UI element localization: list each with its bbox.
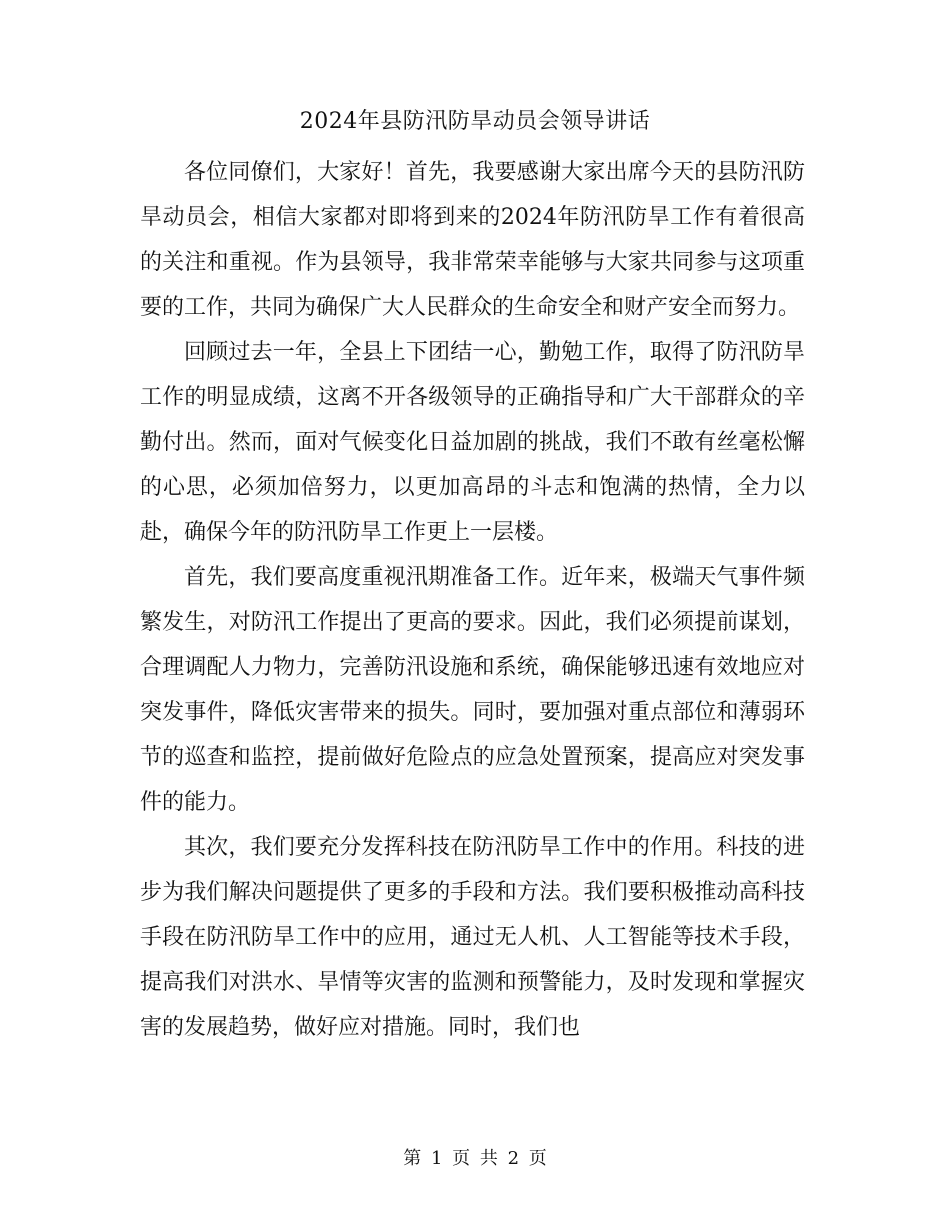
document-title: 2024年县防汛防旱动员会领导讲话 (299, 109, 651, 134)
document-body (140, 150, 805, 1050)
paragraph-2: 回顾过去一年，全县上下团结一心，勤勉工作，取得了防汛防旱工作的明显成绩，这离不开各级领导的正确指导和广大干部群众的辛勤付出。然而，面对气候变化日益加剧的挑战，我们不敢有丝毫松懈的心思，必须加倍努力，以更加高昂的斗志和饱满的热情，全力以赴，确保今年的防汛防旱工作更上一层楼。 (140, 340, 805, 545)
paragraph-4: 其次，我们要充分发挥科技在防汛防旱工作中的作用。科技的进步为我们解决问题提供了更多的手段和方法。我们要积极推动高科技手段在防汛防旱工作中的应用，通过无人机、人工智能等技术手段，提高我们对洪水、旱情等灾害的监测和预警能力，及时发现和掌握灾害的发展趋势，做好应对措施。同时，我们也 (140, 835, 805, 1040)
paragraph-3: 首先，我们要高度重视汛期准备工作。近年来，极端天气事件频繁发生，对防汛工作提出了更高的要求。因此，我们必须提前谋划，合理调配人力物力，完善防汛设施和系统，确保能够迅速有效地应对突发事件，降低灾害带来的损失。同时，要加强对重点部位和薄弱环节的巡查和监控，提前做好危险点的应急处置预案，提高应对突发事件的能力。 (140, 565, 805, 815)
paragraph-1: 各位同僚们，大家好！首先，我要感谢大家出席今天的县防汛防旱动员会，相信大家都对即将到来的2024年防汛防旱工作有着很高的关注和重视。作为县领导，我非常荣幸能够与大家共同参与这项重要的工作，共同为确保广大人民群众的生命安全和财产安全而努力。 (140, 160, 805, 320)
page-number-footer: 第 1 页 共 2 页 (403, 1148, 547, 1169)
